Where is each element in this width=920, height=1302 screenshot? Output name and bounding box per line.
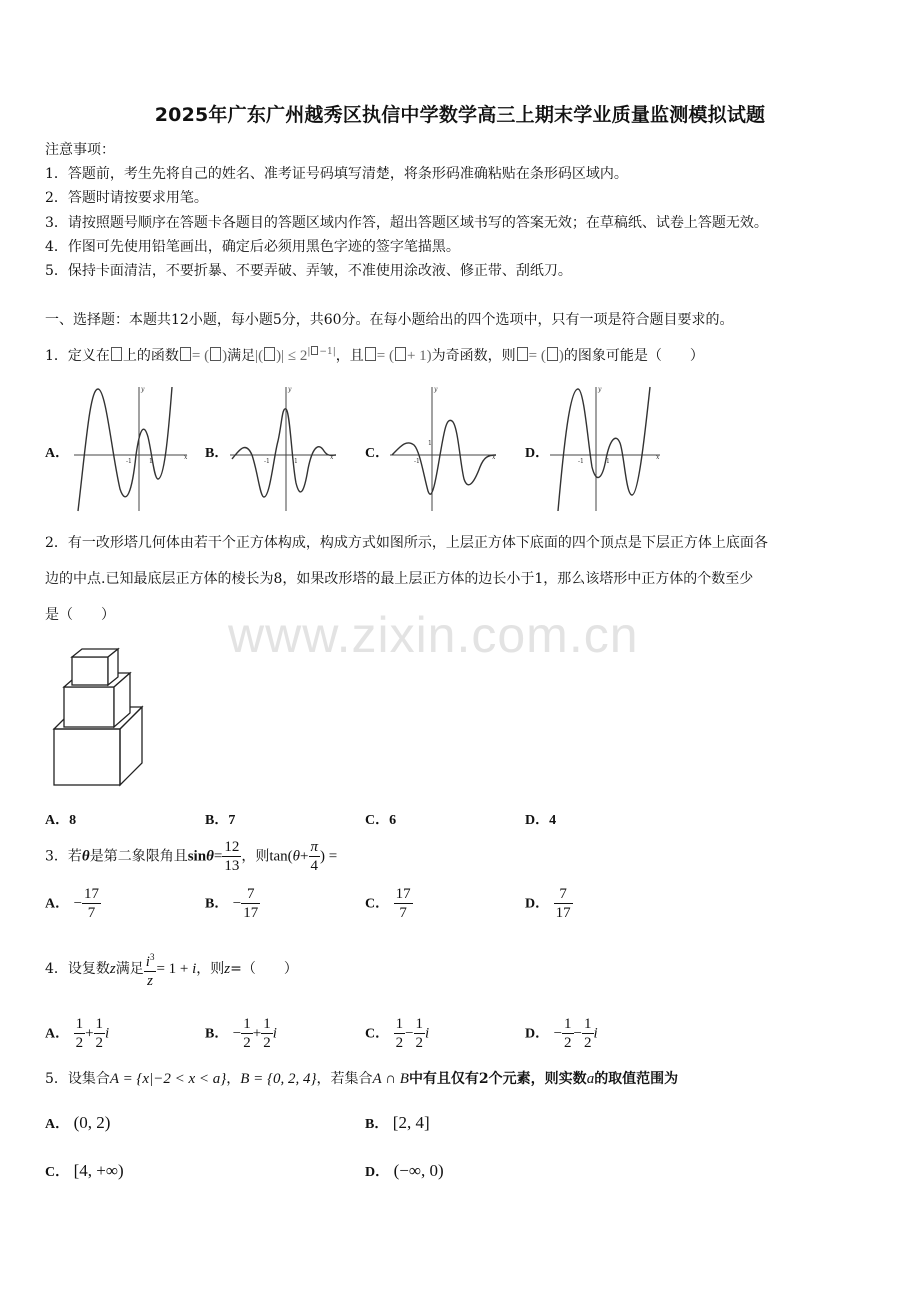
q2-option-a: A．8 xyxy=(45,813,77,828)
watermark: www.zixin.com.cn xyxy=(228,607,639,663)
q3-option-c: C． $\frac{17}{7}$ xyxy=(365,886,411,921)
q1-graph-a xyxy=(72,383,192,515)
tick-1: 1 xyxy=(428,440,432,447)
tick-1: 1 xyxy=(294,458,298,465)
question-4-stem: 4．设复数z满足 $\frac{i^3}{z}$ = 1 + i，则z=（ ） xyxy=(45,948,298,990)
notice-item-2: 2．答题时请按要求用笔。 xyxy=(45,190,208,206)
fraction: $\frac{\pi}{4}$ xyxy=(310,839,319,874)
y-axis-label: y xyxy=(288,386,292,393)
notice-item-1: 1．答题前，考生先将自己的姓名、准考证号码填写清楚，将条形码准确粘贴在条形码区域内。 xyxy=(45,166,628,182)
q2-tower-figure xyxy=(50,645,150,790)
y-axis-label: y xyxy=(598,386,602,393)
tick-1: 1 xyxy=(606,458,610,465)
placeholder-box xyxy=(264,347,275,361)
placeholder-box xyxy=(180,347,191,361)
notice-item-4: 4．作图可先使用铅笔画出，确定后必须用黑色字迹的签字笔描黑。 xyxy=(45,239,460,255)
y-axis-label: y xyxy=(141,386,145,393)
x-axis-label: x xyxy=(492,454,496,461)
question-5-stem: 5．设集合A = {x|−2 < x < a}，B = {0, 2, 4}，若集合A ∩ B中有且仅有2个元素，则实数a的取值范围为 xyxy=(45,1071,679,1087)
notice-item-3: 3．请按照题号顺序在答题卡各题目的答题区域内作答，超出答题区域书写的答案无效；在草稿纸、试卷上答题无效。 xyxy=(45,215,768,231)
tick-neg1: -1 xyxy=(126,458,132,465)
q3-option-d: D． $\frac{7}{17}$ xyxy=(525,886,571,921)
fraction: $\frac{i^3}{z}$ xyxy=(144,948,157,990)
page-title: 2025年广东广州越秀区执信中学数学高三上期末学业质量监测模拟试题 xyxy=(154,104,766,126)
q2-option-b: B．7 xyxy=(205,813,236,828)
q1-option-b-label: B． xyxy=(205,446,229,461)
notice-heading: 注意事项： xyxy=(45,142,115,158)
x-axis-label: x xyxy=(656,454,660,461)
x-axis-label: x xyxy=(330,454,334,461)
q1-graph-c xyxy=(388,383,500,515)
question-2-line-1: 2．有一改形塔几何体由若干个正方体构成，构成方式如图所示，上层正方体下底面的四个顶点是下层正方体上底面各 xyxy=(45,535,768,551)
q5-option-a: A． (0, 2) xyxy=(45,1113,111,1132)
placeholder-box xyxy=(395,347,406,361)
q1-graph-b xyxy=(228,383,338,515)
q4-option-a: A． $\frac{1}{2}$ + $\frac{1}{2}$ i xyxy=(45,1016,110,1051)
fraction: $\frac{12}{13}$ xyxy=(224,839,240,874)
q5-option-c: C． [4, +∞) xyxy=(45,1161,124,1180)
placeholder-box xyxy=(547,347,558,361)
q4-option-d: D． − $\frac{1}{2}$ − $\frac{1}{2}$ i xyxy=(525,1016,598,1051)
question-2-line-3: 是（ ） xyxy=(45,607,115,623)
q1-graph-d xyxy=(548,383,664,515)
tick-1: 1 xyxy=(149,458,153,465)
section-heading: 一、选择题：本题共12小题，每小题5分，共60分。在每小题给出的四个选项中，只有一项是符合题目要求的。 xyxy=(45,312,734,328)
question-1-stem: 1．定义在 上的函数 = ( )满足|( )| ≤ $2^{| -1|}$，且 = ( + 1)为奇函数，则 = ( )的图象可能是（ ） xyxy=(45,347,704,364)
tick-neg1: -1 xyxy=(578,458,584,465)
notice-item-5: 5．保持卡面清洁，不要折暴、不要弄破、弄皱，不准使用涂改液、修正带、刮纸刀。 xyxy=(45,263,572,279)
q5-option-b: B． [2, 4] xyxy=(365,1113,430,1132)
q1-option-a-label: A． xyxy=(45,446,70,461)
placeholder-box xyxy=(517,347,528,361)
q3-option-b: B． − $\frac{7}{17}$ xyxy=(205,886,259,921)
q2-option-d: D．4 xyxy=(525,813,557,828)
tick-neg1: -1 xyxy=(414,458,420,465)
placeholder-box xyxy=(210,347,221,361)
tick-neg1: -1 xyxy=(264,458,270,465)
q5-option-d: D． (−∞, 0) xyxy=(365,1161,444,1180)
q2-option-c: C．6 xyxy=(365,813,397,828)
q3-option-a: A． − $\frac{17}{7}$ xyxy=(45,886,100,921)
q4-option-b: B． − $\frac{1}{2}$ + $\frac{1}{2}$ i xyxy=(205,1016,277,1051)
placeholder-box xyxy=(111,347,122,361)
q1-option-c-label: C． xyxy=(365,446,390,461)
q4-option-c: C． $\frac{1}{2}$ − $\frac{1}{2}$ i xyxy=(365,1016,430,1051)
placeholder-box xyxy=(365,347,376,361)
question-3-stem: 3．若θ是第二象限角且sinθ= $\frac{12}{13}$ ，则tan(θ+ $\frac{\pi}{4}$ ) = xyxy=(45,839,338,874)
y-axis-label: y xyxy=(434,386,438,393)
placeholder-box xyxy=(311,346,318,355)
question-2-line-2: 边的中点.已知最底层正方体的棱长为8，如果改形塔的最上层正方体的边长小于1，那么该塔形中正方体的个数至少 xyxy=(45,571,754,587)
x-axis-label: x xyxy=(184,454,188,461)
q1-option-d-label: D． xyxy=(525,446,550,461)
